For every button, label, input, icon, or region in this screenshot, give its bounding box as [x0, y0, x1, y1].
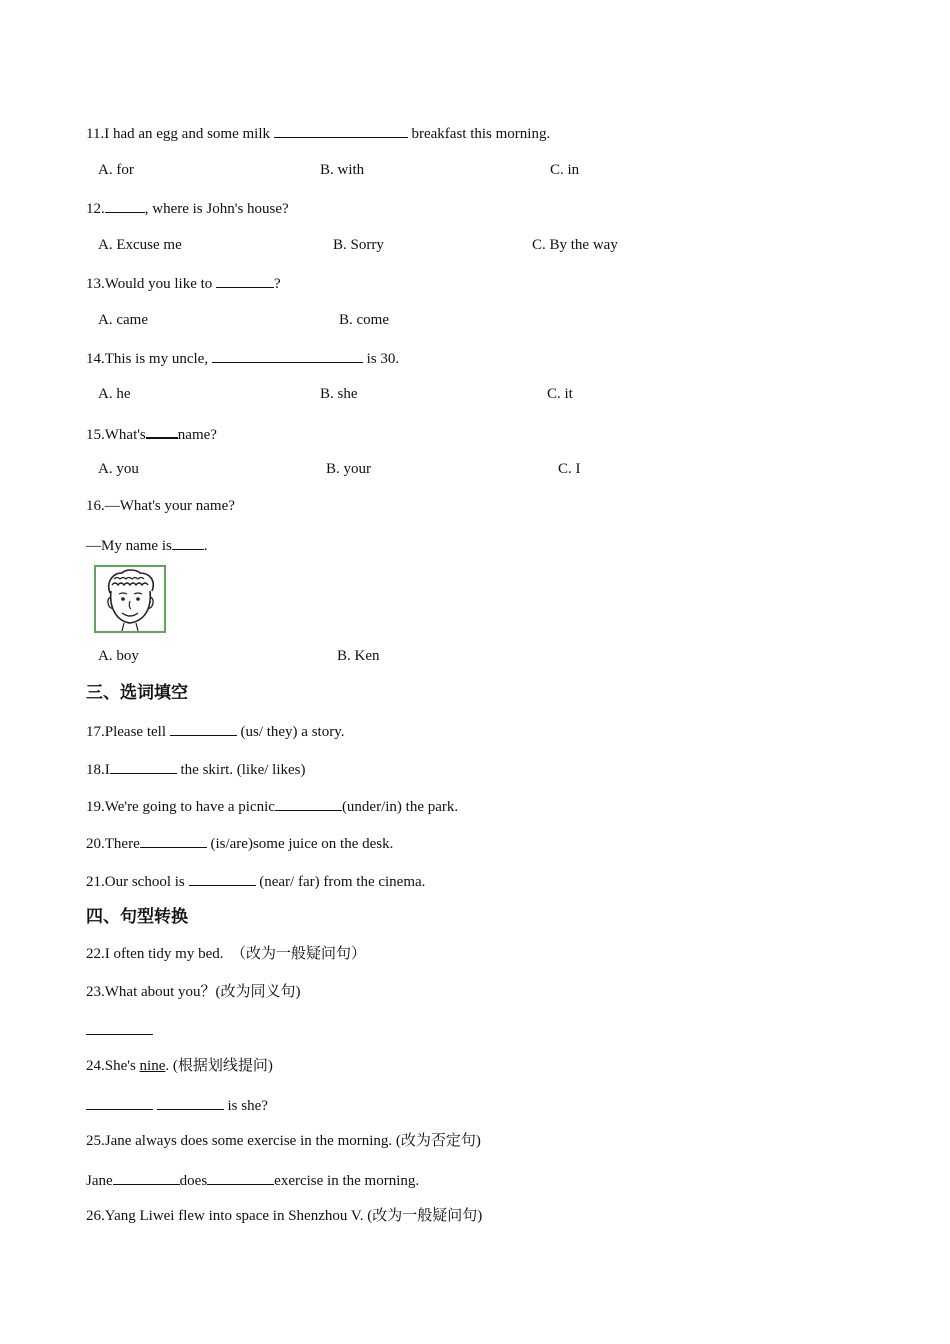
option-a[interactable]: A. you [98, 461, 139, 477]
option-a[interactable]: A. came [98, 312, 148, 328]
question-18: 18.I the skirt. (like/ likes) [86, 758, 305, 780]
answer-blank[interactable] [216, 272, 274, 288]
option-a[interactable]: A. he [98, 386, 131, 402]
question-12: 12. , where is John's house? [86, 197, 289, 219]
question-17: 17.Please tell (us/ they) a story. [86, 720, 345, 742]
question-16: 16.—What's your name? [86, 498, 235, 514]
option-c[interactable]: C. I [558, 461, 581, 477]
option-a[interactable]: A. for [98, 162, 134, 178]
question-21: 21.Our school is (near/ far) from the cinema. [86, 870, 425, 892]
answer-blank[interactable] [110, 758, 177, 774]
question-16-reply: —My name is . [86, 534, 208, 556]
answer-blank[interactable] [274, 122, 408, 138]
answer-blank[interactable] [189, 870, 256, 886]
question-22: 22.I often tidy my bed. （改为一般疑问句） [86, 946, 366, 962]
answer-line-24: is she? [86, 1094, 268, 1116]
option-a[interactable]: A. Excuse me [98, 237, 182, 253]
question-13: 13.Would you like to ? [86, 272, 281, 294]
option-a[interactable]: A. boy [98, 648, 139, 664]
option-c[interactable]: C. By the way [532, 237, 618, 253]
question-24: 24.She's nine. (根据划线提问) [86, 1058, 273, 1074]
option-b[interactable]: B. come [339, 312, 389, 328]
answer-blank[interactable] [157, 1094, 224, 1110]
section-3-heading: 三、选词填空 [86, 683, 188, 703]
answer-blank[interactable] [86, 1094, 153, 1110]
underlined-word: nine [139, 1058, 166, 1074]
question-20: 20.There (is/are)some juice on the desk. [86, 832, 393, 854]
question-23: 23.What about you？(改为同义句) [86, 984, 301, 1000]
answer-blank[interactable] [212, 347, 363, 363]
answer-blank[interactable] [86, 1019, 153, 1035]
answer-blank[interactable] [172, 534, 204, 550]
answer-line-23 [86, 1019, 153, 1041]
answer-blank[interactable] [113, 1169, 180, 1185]
answer-line-25: Jane does exercise in the morning. [86, 1169, 419, 1191]
boy-portrait-image [94, 565, 166, 633]
question-14: 14.This is my uncle, is 30. [86, 347, 399, 369]
answer-blank[interactable] [140, 832, 207, 848]
question-15: 15.What's name? [86, 422, 217, 445]
boy-face-icon [96, 567, 164, 631]
answer-blank[interactable] [170, 720, 237, 736]
option-b[interactable]: B. your [326, 461, 371, 477]
option-b[interactable]: B. Sorry [333, 237, 384, 253]
question-11: 11.I had an egg and some milk breakfast this morning. [86, 122, 550, 144]
option-b[interactable]: B. with [320, 162, 365, 178]
answer-blank[interactable] [105, 197, 145, 213]
option-b[interactable]: B. Ken [337, 648, 380, 664]
answer-blank[interactable] [275, 795, 342, 811]
answer-blank[interactable] [207, 1169, 274, 1185]
option-b[interactable]: B. she [320, 386, 358, 402]
section-4-heading: 四、句型转换 [86, 907, 188, 927]
question-19: 19.We're going to have a picnic (under/in) the park. [86, 795, 458, 817]
question-26: 26.Yang Liwei flew into space in Shenzhou V. (改为一般疑问句) [86, 1208, 483, 1224]
option-c[interactable]: C. it [547, 386, 573, 402]
question-25: 25.Jane always does some exercise in the morning. (改为否定句) [86, 1133, 481, 1149]
answer-blank[interactable] [146, 422, 178, 439]
option-c[interactable]: C. in [550, 162, 580, 178]
